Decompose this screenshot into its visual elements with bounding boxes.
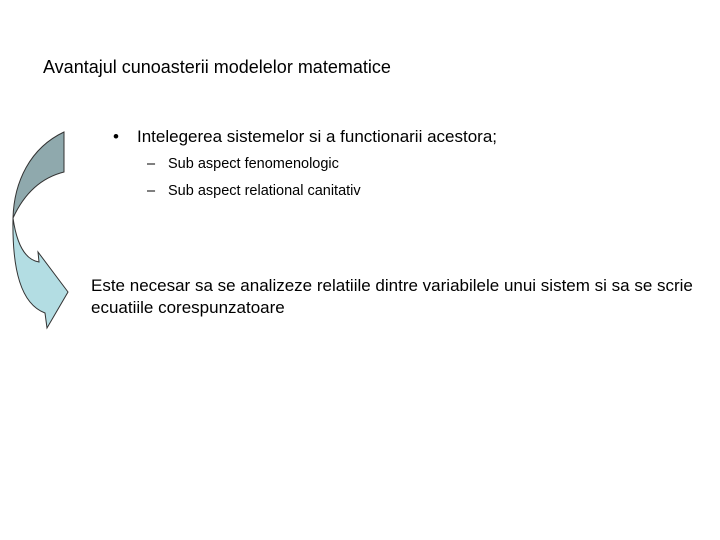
bullet-text: Intelegerea sistemelor si a functionarii acestora; bbox=[137, 127, 498, 146]
sub-bullet-text: Sub aspect relational canitativ bbox=[168, 183, 361, 199]
bullet-marker: • bbox=[113, 127, 119, 146]
conclusion-text: Este necesar sa se analizeze relatiile dintre variabilele unui sistem si sa se scrie ecuatiile corespunzatoare bbox=[91, 276, 693, 317]
sub-bullet-list bbox=[147, 151, 361, 205]
sub-bullet-marker: – bbox=[147, 156, 156, 172]
sub-bullet-item bbox=[147, 151, 361, 178]
arrow-lower-segment bbox=[13, 218, 68, 328]
slide-title: Avantajul cunoasterii modelelor matematice bbox=[43, 57, 391, 77]
bullet-item bbox=[113, 126, 497, 147]
arrow-upper-segment bbox=[13, 132, 64, 218]
curved-arrow-icon bbox=[0, 110, 80, 335]
sub-bullet-item bbox=[147, 178, 361, 205]
sub-bullet-marker: – bbox=[147, 183, 156, 199]
sub-bullet-text: Sub aspect fenomenologic bbox=[168, 156, 339, 172]
